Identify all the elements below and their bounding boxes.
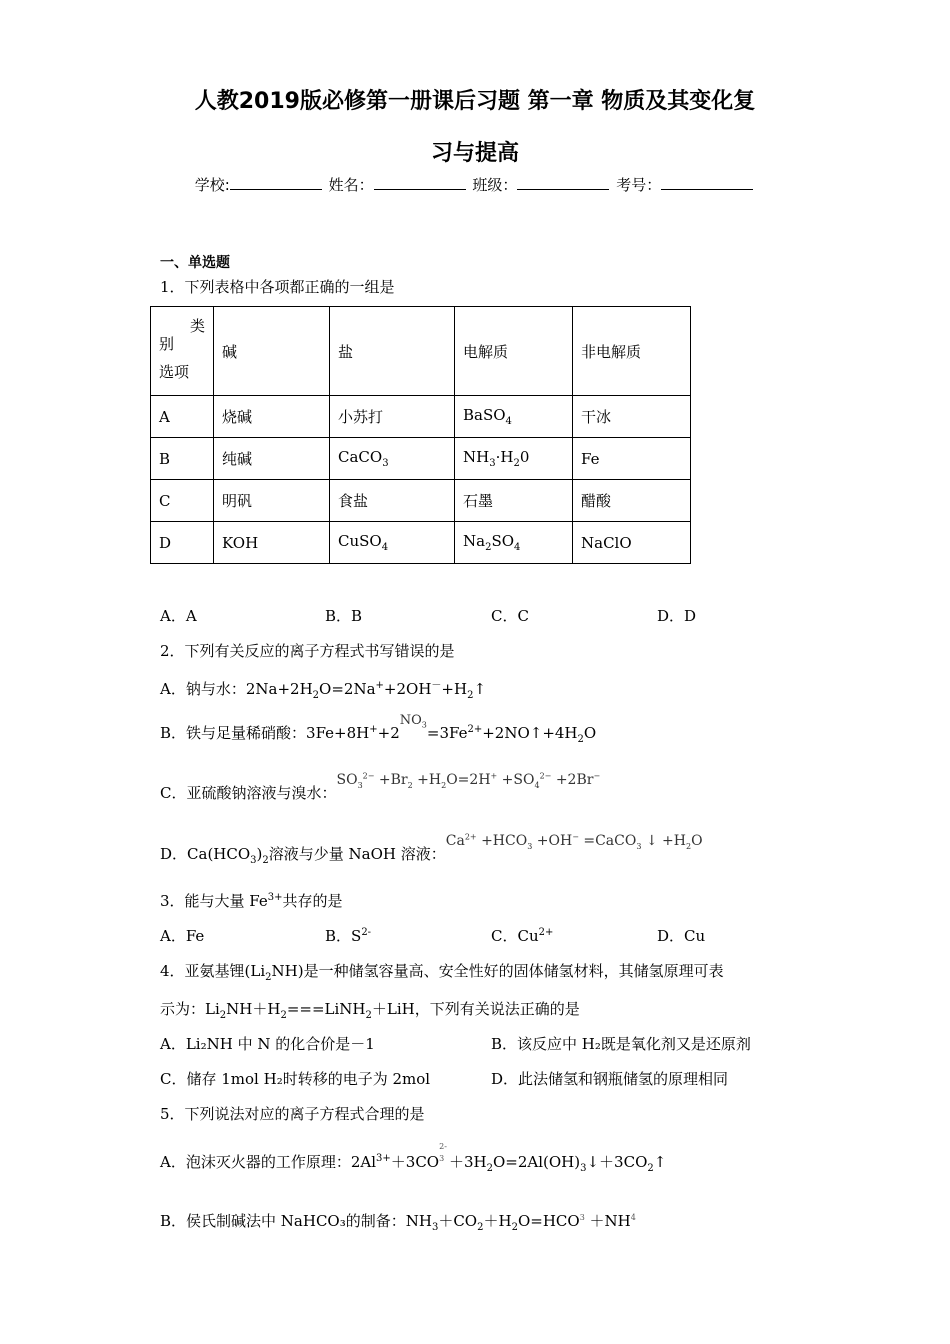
q4-option-d[interactable]: D．此法储氢和钢瓶储氢的原理相同 [491,1070,729,1088]
table-row [151,438,691,480]
q5-option-b[interactable]: B．侯氏制碱法中 NaHCO₃的制备：$NH_3+CO_2+H_2O=HCO^3 +NH^4$ [160,1212,636,1233]
q1-option-a[interactable]: A．A [160,607,197,625]
q4-stem-line1: 4．亚氨基锂$(Li_2NH)$是一种储氢容量高、安全性好的固体储氢材料，其储氢原理可表 [160,962,724,983]
q2-a-label: A．钠与水： [160,680,246,698]
q3-option-a[interactable]: A．Fe [160,927,205,945]
school-blank[interactable] [230,175,322,190]
q3-stem-sup: 3+ [267,892,283,903]
q3-option-b[interactable]: B．$S^{2-}$ [325,927,372,945]
id-blank[interactable] [661,175,753,190]
table-row [151,522,691,564]
table-cell: CaCO$_3$ [330,438,455,480]
table-cell: D [151,522,214,564]
q5-stem: 5．下列说法对应的离子方程式合理的是 [160,1105,425,1123]
q1-option-b[interactable]: B．B [325,607,363,625]
q2-d-label: D． [160,845,188,863]
table-row [151,396,691,438]
q5-b-label: B．侯氏制碱法中 NaHCO₃的制备： [160,1212,406,1230]
q3-option-d[interactable]: D．Cu [657,927,706,945]
table-cell: 小苏打 [330,396,455,438]
table-cell: 烧碱 [214,396,330,438]
q4-option-b[interactable]: B．该反应中 H₂既是氧化剂又是还原剂 [491,1035,751,1053]
q4-option-c[interactable]: C．储存 1mol H₂时转移的电子为 2mol [160,1070,431,1088]
school-label: 学校: [194,176,230,194]
q4-stem-line2: 示为：$Li_2NH+H_2===LiNH_2+LiH$，下列有关说法正确的是 [160,1000,580,1021]
name-blank[interactable] [374,175,466,190]
table-header-cell: 碱 [214,307,330,396]
q1-stem: 1．下列表格中各项都正确的一组是 [160,278,395,296]
table-cell: A [151,396,214,438]
table-cell: 石墨 [455,480,573,522]
q3-stem-pre: 3．能与大量 Fe [160,892,268,910]
section-heading: 一、单选题 [160,255,230,271]
table-cell: 干冰 [573,396,691,438]
q5-option-a[interactable]: A．泡沫灭火器的工作原理：$2Al^{3+}+3CO$ 2- $3 +3H_2O=2Al(OH)_3↓+3CO_2↑$ [160,1142,667,1174]
table-header-cell: 非电解质 [573,307,691,396]
table-cell: Fe [573,438,691,480]
table-cell: 醋酸 [573,480,691,522]
q4-stem1b: NH)是一种储氢容量高、安全性好的固体储氢材料，其储氢原理可表 [271,962,724,980]
table-cell: C [151,480,214,522]
table-cell: 明矾 [214,480,330,522]
table-cell: $Na_2SO_4$ [455,522,573,564]
q2-option-d[interactable]: D．$Ca(HCO_3)_2$溶液与少量 NaOH 溶液：$Ca^{2+} +HCO_3 +OH^-$ =CaCO$_3$ ↓ $+H_2O$ [160,832,703,866]
table-cell: $NH_3\cdot H_20$ [455,438,573,480]
table-cell: NaClO [573,522,691,564]
document-title-line1: 人教2019版必修第一册课后习题 第一章 物质及其变化复 [194,89,756,114]
table-cell: KOH [214,522,330,564]
header-category: 类 [189,317,205,335]
q4-option-a[interactable]: A．Li₂NH 中 N 的化合价是－1 [160,1035,375,1053]
header-options: 选项 [159,363,190,381]
q2-option-c[interactable]: C．亚硫酸钠溶液与溴水：$SO_3^{2-} +Br_2 +H_2O=2H^+ +SO_4^{2-} +2Br^-$ [160,771,601,802]
q2-option-a[interactable]: A．钠与水：$2Na+2H_2O=2Na^++2OH^-+H_2↑$ [160,680,487,701]
q2-d-text: 溶液与少量 NaOH 溶液： [268,845,446,863]
q2-option-b[interactable]: B．铁与足量稀硝酸：$3Fe+8H^++2NO_3=3Fe^{2+}+2NO↑+4H_2O$ [160,713,597,745]
table-header-cell: 盐 [330,307,455,396]
class-blank[interactable] [517,175,609,190]
table-cell: CuSO$_4$ [330,522,455,564]
q4-stem1: 4．亚氨基锂(Li [160,962,266,980]
q2-b-label: B．铁与足量稀硝酸： [160,724,307,742]
q3-option-c[interactable]: C．$Cu^{2+}$ [491,927,554,945]
name-label: 姓名： [328,176,374,194]
table-cell: 纯碱 [214,438,330,480]
q4-stem2: 示为： [160,1000,206,1018]
q4-stem2b: ，下列有关说法正确的是 [414,1000,580,1018]
q5-a-label: A．泡沫灭火器的工作原理： [160,1153,351,1171]
q1-option-d[interactable]: D．D [657,607,697,625]
table-header-diagonal-cell [151,307,214,396]
table-cell: BaSO$_4$ [455,396,573,438]
q3-stem [160,890,343,911]
q3-stem-post: 共存的是 [282,892,343,910]
q1-option-c[interactable]: C．C [491,607,529,625]
student-info-fields [0,174,950,195]
class-label: 班级： [472,176,518,194]
table-cell: 食盐 [330,480,455,522]
id-label: 考号： [616,176,662,194]
q1-table [150,306,691,564]
table-cell: B [151,438,214,480]
table-row [151,480,691,522]
table-header-cell: 电解质 [455,307,573,396]
header-bie: 别 [159,335,175,353]
q2-c-label: C．亚硫酸钠溶液与溴水： [160,784,337,802]
q2-stem: 2．下列有关反应的离子方程式书写错误的是 [160,642,455,660]
document-title-line2: 习与提高 [430,141,519,166]
